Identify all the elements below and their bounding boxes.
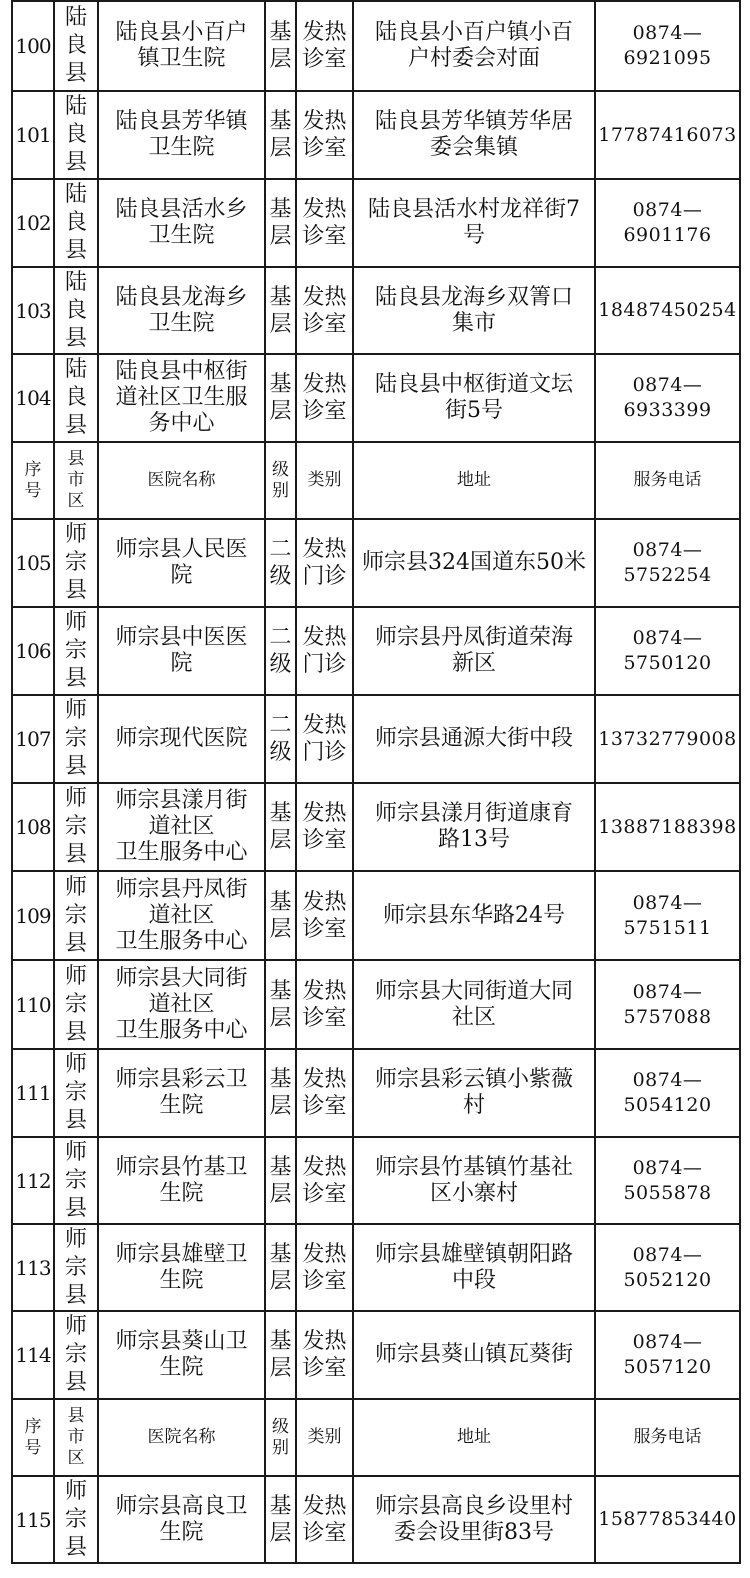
category-cell: 发热 门诊 [296,607,353,695]
header-name: 医院名称 [98,442,265,519]
hospital-name: 师宗县丹凤街 道社区 卫生服务中心 [98,871,265,960]
category-cell: 发热 诊室 [296,179,353,267]
category-cell: 发热 门诊 [296,519,353,607]
county-cell: 陆 良 县 [54,91,98,179]
address-cell: 师宗县彩云镇小紫薇 村 [353,1049,595,1137]
table-header-row [12,1399,740,1476]
county-cell: 陆 良 县 [54,354,98,442]
level-cell: 基 层 [265,960,296,1049]
address-cell: 师宗县竹基镇竹基社 区小寨村 [353,1137,595,1224]
row-number: 108 [12,783,54,871]
hospital-name: 师宗县漾月街 道社区 卫生服务中心 [98,783,265,871]
category-cell: 发热 诊室 [296,960,353,1049]
phone-cell: 15877853440 [595,1476,740,1563]
row-number: 112 [12,1137,54,1224]
table-row [12,354,740,442]
address-cell: 陆良县活水村龙祥街7 号 [353,179,595,267]
address-cell: 师宗县东华路24号 [353,871,595,960]
table-row [12,1,740,91]
hospital-name: 陆良县芳华镇 卫生院 [98,91,265,179]
category-cell: 发热 诊室 [296,1311,353,1399]
hospital-name: 师宗现代医院 [98,695,265,783]
header-county: 县 市 区 [54,442,98,519]
table-header-row [12,442,740,519]
level-cell: 基 层 [265,1476,296,1563]
header-name: 医院名称 [98,1399,265,1476]
hospital-name: 陆良县活水乡 卫生院 [98,179,265,267]
table-row [12,1049,740,1137]
hospital-name: 陆良县中枢街 道社区卫生服 务中心 [98,354,265,442]
category-cell: 发热 诊室 [296,871,353,960]
row-number: 104 [12,354,54,442]
level-cell: 二 级 [265,695,296,783]
table-row [12,519,740,607]
table-row [12,871,740,960]
table-row [12,1311,740,1399]
header-level: 级 别 [265,1399,296,1476]
phone-cell: 0874— 5052120 [595,1224,740,1311]
category-cell: 发热 诊室 [296,1049,353,1137]
level-cell: 二 级 [265,519,296,607]
table-row [12,783,740,871]
level-cell: 二 级 [265,607,296,695]
level-cell: 基 层 [265,1137,296,1224]
header-no: 序 号 [12,1399,54,1476]
level-cell: 基 层 [265,267,296,354]
category-cell: 发热 诊室 [296,91,353,179]
header-phone: 服务电话 [595,1399,740,1476]
table-row [12,1224,740,1311]
phone-cell: 0874— 5750120 [595,607,740,695]
phone-cell: 13887188398 [595,783,740,871]
level-cell: 基 层 [265,783,296,871]
phone-cell: 17787416073 [595,91,740,179]
hospital-name: 师宗县雄壁卫 生院 [98,1224,265,1311]
header-county: 县 市 区 [54,1399,98,1476]
table-row [12,960,740,1049]
hospital-name: 师宗县竹基卫 生院 [98,1137,265,1224]
table-row [12,179,740,267]
phone-cell: 18487450254 [595,267,740,354]
row-number: 101 [12,91,54,179]
county-cell: 师 宗 县 [54,783,98,871]
county-cell: 陆 良 县 [54,179,98,267]
phone-cell: 0874— 5055878 [595,1137,740,1224]
row-number: 115 [12,1476,54,1563]
address-cell: 陆良县小百户镇小百 户村委会对面 [353,1,595,91]
row-number: 103 [12,267,54,354]
address-cell: 师宗县丹凤街道荣海 新区 [353,607,595,695]
row-number: 110 [12,960,54,1049]
table-row [12,695,740,783]
county-cell: 师 宗 县 [54,607,98,695]
row-number: 105 [12,519,54,607]
county-cell: 师 宗 县 [54,871,98,960]
county-cell: 师 宗 县 [54,1137,98,1224]
hospital-name: 师宗县高良卫 生院 [98,1476,265,1563]
category-cell: 发热 诊室 [296,1137,353,1224]
category-cell: 发热 门诊 [296,695,353,783]
address-cell: 师宗县324国道东50米 [353,519,595,607]
table-body [12,1,740,1563]
hospital-name: 陆良县小百户 镇卫生院 [98,1,265,91]
address-cell: 师宗县葵山镇瓦葵街 [353,1311,595,1399]
header-phone: 服务电话 [595,442,740,519]
county-cell: 师 宗 县 [54,960,98,1049]
level-cell: 基 层 [265,1311,296,1399]
phone-cell: 0874— 5057120 [595,1311,740,1399]
header-level: 级 别 [265,442,296,519]
table-row [12,1137,740,1224]
county-cell: 师 宗 县 [54,695,98,783]
table-row [12,267,740,354]
phone-cell: 0874— 5751511 [595,871,740,960]
level-cell: 基 层 [265,871,296,960]
county-cell: 师 宗 县 [54,1476,98,1563]
row-number: 100 [12,1,54,91]
county-cell: 师 宗 县 [54,1224,98,1311]
phone-cell: 0874— 5757088 [595,960,740,1049]
county-cell: 陆 良 县 [54,1,98,91]
table-row [12,91,740,179]
county-cell: 师 宗 县 [54,1049,98,1137]
table-row [12,1476,740,1563]
hospital-name: 师宗县中医医 院 [98,607,265,695]
row-number: 106 [12,607,54,695]
header-address: 地址 [353,1399,595,1476]
level-cell: 基 层 [265,1224,296,1311]
hospital-table [11,0,741,1564]
table-row [12,607,740,695]
phone-cell: 0874— 5054120 [595,1049,740,1137]
level-cell: 基 层 [265,1,296,91]
level-cell: 基 层 [265,91,296,179]
hospital-name: 师宗县葵山卫 生院 [98,1311,265,1399]
level-cell: 基 层 [265,1049,296,1137]
address-cell: 师宗县雄壁镇朝阳路 中段 [353,1224,595,1311]
address-cell: 陆良县芳华镇芳华居 委会集镇 [353,91,595,179]
header-category: 类别 [296,1399,353,1476]
phone-cell: 0874— 6933399 [595,354,740,442]
address-cell: 师宗县漾月街道康育 路13号 [353,783,595,871]
hospital-name: 师宗县大同街 道社区 卫生服务中心 [98,960,265,1049]
header-address: 地址 [353,442,595,519]
category-cell: 发热 诊室 [296,1224,353,1311]
hospital-name: 师宗县彩云卫 生院 [98,1049,265,1137]
category-cell: 发热 诊室 [296,1,353,91]
phone-cell: 0874— 6921095 [595,1,740,91]
phone-cell: 0874— 5752254 [595,519,740,607]
county-cell: 师 宗 县 [54,1311,98,1399]
category-cell: 发热 诊室 [296,783,353,871]
row-number: 111 [12,1049,54,1137]
phone-cell: 0874— 6901176 [595,179,740,267]
category-cell: 发热 诊室 [296,354,353,442]
address-cell: 师宗县高良乡设里村 委会设里街83号 [353,1476,595,1563]
address-cell: 陆良县中枢街道文坛 街5号 [353,354,595,442]
row-number: 109 [12,871,54,960]
address-cell: 师宗县通源大街中段 [353,695,595,783]
hospital-name: 陆良县龙海乡 卫生院 [98,267,265,354]
row-number: 114 [12,1311,54,1399]
level-cell: 基 层 [265,354,296,442]
header-category: 类别 [296,442,353,519]
level-cell: 基 层 [265,179,296,267]
row-number: 102 [12,179,54,267]
address-cell: 师宗县大同街道大同 社区 [353,960,595,1049]
header-no: 序 号 [12,442,54,519]
row-number: 107 [12,695,54,783]
address-cell: 陆良县龙海乡双箐口 集市 [353,267,595,354]
hospital-name: 师宗县人民医 院 [98,519,265,607]
phone-cell: 13732779008 [595,695,740,783]
category-cell: 发热 诊室 [296,1476,353,1563]
county-cell: 师 宗 县 [54,519,98,607]
row-number: 113 [12,1224,54,1311]
category-cell: 发热 诊室 [296,267,353,354]
county-cell: 陆 良 县 [54,267,98,354]
